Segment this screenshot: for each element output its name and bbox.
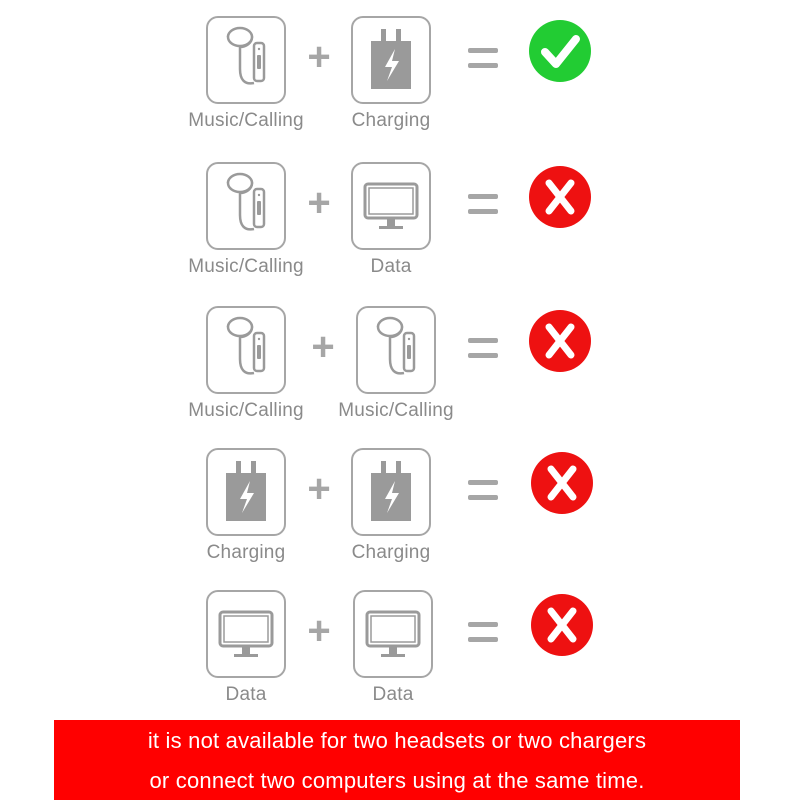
- left-item: [196, 590, 296, 706]
- equals-sign: [468, 338, 500, 368]
- monitor-icon-box: [351, 162, 431, 250]
- warning-banner: [54, 720, 740, 800]
- x-icon: [530, 451, 594, 515]
- equals-sign: [468, 622, 500, 652]
- x-icon: [530, 593, 594, 657]
- row-music-charging: [0, 16, 800, 156]
- right-item: [343, 590, 443, 706]
- result-badge: [530, 593, 594, 657]
- left-label: Music/Calling: [188, 256, 304, 277]
- right-item: [338, 306, 454, 422]
- left-label: Music/Calling: [188, 110, 304, 131]
- monitor-icon: [363, 604, 423, 664]
- right-item: [341, 16, 441, 132]
- charger-icon-box: [351, 16, 431, 104]
- result-badge: [528, 165, 592, 229]
- row-music-data: [0, 162, 800, 302]
- left-item: [188, 306, 304, 422]
- row-charging-charging: [0, 448, 800, 588]
- right-label: Charging: [351, 542, 431, 563]
- earphone-icon: [218, 315, 274, 385]
- left-label: Music/Calling: [188, 400, 304, 421]
- earphone-icon: [218, 25, 274, 95]
- left-item: [196, 448, 296, 564]
- right-label: Data: [372, 684, 414, 705]
- monitor-icon: [216, 604, 276, 664]
- right-label: Music/Calling: [338, 400, 454, 421]
- earphone-icon-box: [206, 306, 286, 394]
- monitor-icon: [361, 176, 421, 236]
- charger-icon-box: [351, 448, 431, 536]
- x-icon: [528, 165, 592, 229]
- result-badge: [528, 309, 592, 373]
- plus-sign: +: [307, 609, 331, 653]
- equals-sign: [468, 194, 500, 224]
- charger-icon: [218, 457, 274, 527]
- equals-sign: [468, 48, 500, 78]
- right-item: [341, 448, 441, 564]
- left-label: Charging: [206, 542, 286, 563]
- left-item: [188, 162, 304, 278]
- banner-line-1: it is not available for two headsets or two chargers: [147, 728, 647, 753]
- charger-icon: [363, 25, 419, 95]
- charger-icon: [363, 457, 419, 527]
- earphone-icon-box: [206, 162, 286, 250]
- left-item: [188, 16, 304, 132]
- earphone-icon: [218, 171, 274, 241]
- result-badge: [528, 19, 592, 83]
- equals-sign: [468, 480, 500, 510]
- earphone-icon-box: [206, 16, 286, 104]
- x-icon: [528, 309, 592, 373]
- earphone-icon: [368, 315, 424, 385]
- check-icon: [528, 19, 592, 83]
- plus-sign: +: [311, 325, 335, 369]
- plus-sign: +: [307, 181, 331, 225]
- row-music-music: [0, 306, 800, 446]
- charger-icon-box: [206, 448, 286, 536]
- result-badge: [530, 451, 594, 515]
- banner-line-2: or connect two computers using at the same time.: [149, 768, 645, 793]
- earphone-icon-box: [356, 306, 436, 394]
- right-label: Data: [370, 256, 412, 277]
- row-data-data: [0, 590, 800, 730]
- left-label: Data: [225, 684, 267, 705]
- plus-sign: +: [307, 467, 331, 511]
- plus-sign: +: [307, 35, 331, 79]
- right-label: Charging: [351, 110, 431, 131]
- monitor-icon-box: [353, 590, 433, 678]
- right-item: [341, 162, 441, 278]
- monitor-icon-box: [206, 590, 286, 678]
